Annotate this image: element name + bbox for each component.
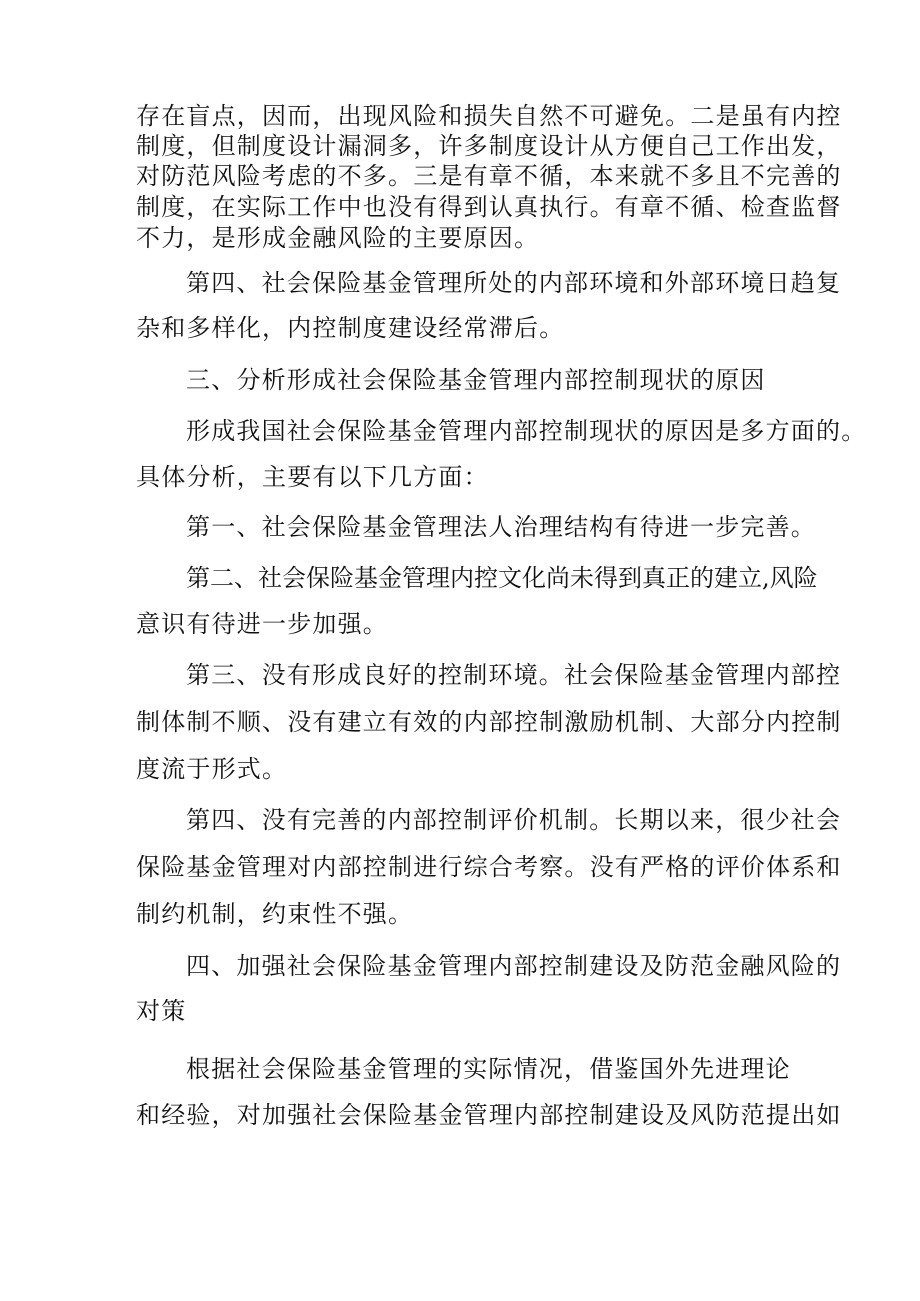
- body-text-line: 制体制不顺、没有建立有效的内部控制激励机制、大部分内控制: [136, 708, 842, 736]
- body-text-line: 意识有待进一步加强。: [136, 610, 388, 638]
- body-text-line: 存在盲点，因而，出现风险和损失自然不可避免。二是虽有内控: [136, 102, 842, 130]
- body-text-line: 对防范风险考虑的不多。三是有章不循，本来就不多且不完善的: [136, 162, 842, 190]
- body-text-line: 不力，是形成金融风险的主要原因。: [136, 224, 540, 252]
- body-text-line: 度流于形式。: [136, 755, 288, 783]
- body-text-line: 具体分析，主要有以下几方面：: [136, 463, 489, 491]
- body-text-line: 制度，在实际工作中也没有得到认真执行。有章不循、检查监督: [136, 193, 842, 221]
- paragraph-text-line: 第三、没有形成良好的控制环境。社会保险基金管理内部控: [186, 661, 842, 689]
- paragraph-text-line: 根据社会保险基金管理的实际情况，借鉴国外先进理论: [186, 1055, 791, 1083]
- section-heading-continuation: 对策: [136, 997, 187, 1025]
- body-text-line: 保险基金管理对内部控制进行综合考察。没有严格的评价体系和: [136, 853, 842, 881]
- body-text-line: 制约机制，约束性不强。: [136, 900, 414, 928]
- paragraph-text-line: 第四、社会保险基金管理所处的内部环境和外部环境日趋复: [186, 269, 842, 297]
- section-heading: 三、分析形成社会保险基金管理内部控制现状的原因: [186, 366, 766, 394]
- body-text-line: 制度，但制度设计漏洞多，许多制度设计从方便自己工作出发，: [136, 132, 842, 160]
- body-text-line: 和经验，对加强社会保险基金管理内部控制建设及风防范提出如: [136, 1101, 842, 1129]
- paragraph-text-line: 形成我国社会保险基金管理内部控制现状的原因是多方面的。: [186, 417, 867, 445]
- body-text-line: 杂和多样化，内控制度建设经常滞后。: [136, 314, 565, 342]
- section-heading: 四、加强社会保险基金管理内部控制建设及防范金融风险的: [186, 952, 842, 980]
- paragraph-text-line: 第一、社会保险基金管理法人治理结构有待进一步完善。: [186, 513, 816, 541]
- paragraph-text-line: 第二、社会保险基金管理内控文化尚未得到真正的建立,风险: [186, 564, 818, 592]
- paragraph-text-line: 第四、没有完善的内部控制评价机制。长期以来，很少社会: [186, 806, 842, 834]
